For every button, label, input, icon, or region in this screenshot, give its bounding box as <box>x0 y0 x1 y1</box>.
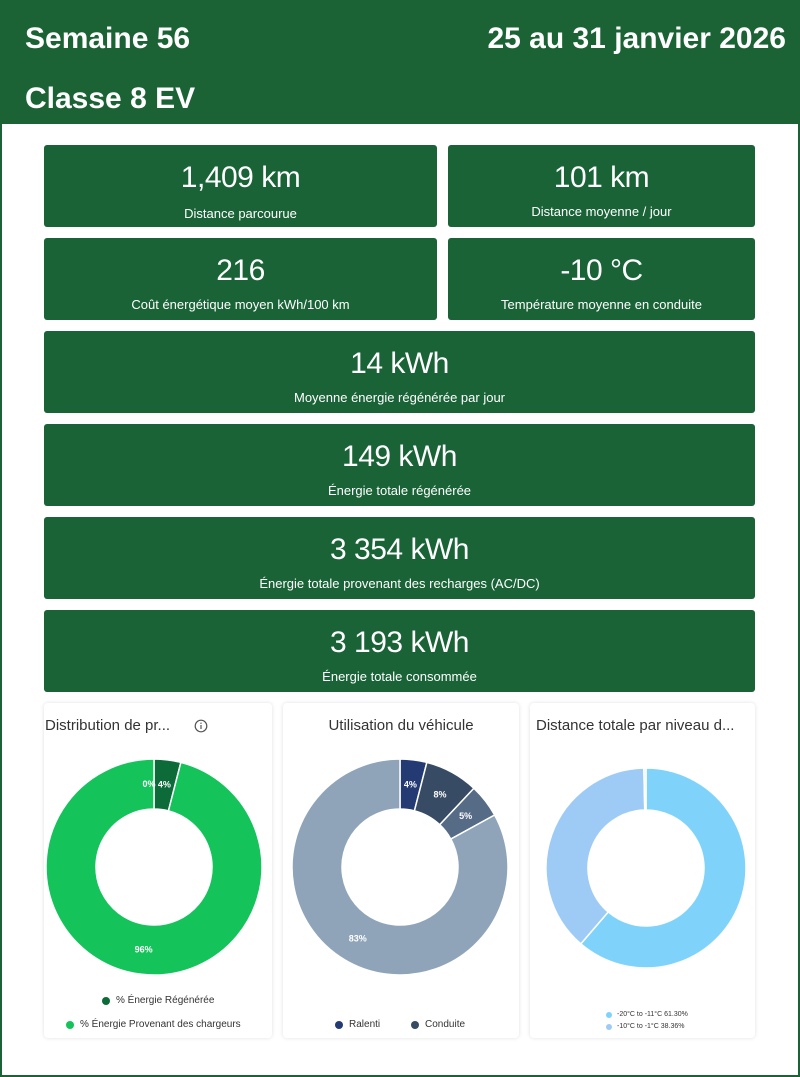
kpi-total-regen <box>44 424 755 506</box>
kpi-energy-cost <box>44 238 437 320</box>
chart-title: Distance totale par niveau d... <box>536 717 735 734</box>
kpi-total-consumed <box>44 610 755 692</box>
week-label: Semaine 56 <box>25 22 191 55</box>
kpi-value: 3 193 kWh <box>330 626 469 659</box>
legend-item <box>66 1019 241 1030</box>
slice-label: 0% <box>142 779 156 789</box>
kpi-distance <box>44 145 437 227</box>
legend-item <box>606 1011 688 1018</box>
legend-swatch <box>66 1021 74 1029</box>
kpi-value: 216 <box>216 254 265 287</box>
kpi-value: 1,409 km <box>180 161 301 194</box>
legend-item <box>606 1023 684 1030</box>
kpi-label: Température moyenne en conduite <box>501 297 702 312</box>
kpi-value: 101 km <box>553 161 650 194</box>
legend-label: Ralenti <box>349 1019 381 1030</box>
legend-label: % Énergie Régénérée <box>116 995 215 1006</box>
legend-swatch <box>606 1012 612 1018</box>
pie-slice[interactable] <box>546 768 645 944</box>
slice-label: 4% <box>403 779 417 790</box>
slice-label: 96% <box>134 944 153 955</box>
date-range: 25 au 31 janvier 2026 <box>487 22 786 55</box>
slice-label: 83% <box>348 933 367 944</box>
slice-label: 4% <box>157 779 171 790</box>
kpi-label: Énergie totale consommée <box>322 669 477 684</box>
chart-card-energy-distribution <box>44 703 272 1038</box>
kpi-label: Coût énergétique moyen kWh/100 km <box>131 297 350 312</box>
kpi-avg-regen <box>44 331 755 413</box>
legend-label: -20°C to -11°C 61.30% <box>617 1011 688 1018</box>
info-icon[interactable] <box>194 719 208 733</box>
legend-swatch <box>335 1021 343 1029</box>
legend-swatch <box>102 997 110 1005</box>
header <box>0 0 800 124</box>
donut-chart-vehicle-usage <box>283 743 519 993</box>
kpi-value: 3 354 kWh <box>330 533 469 566</box>
kpi-total-charge <box>44 517 755 599</box>
legend-item <box>335 1019 380 1030</box>
kpi-label: Énergie totale régénérée <box>327 483 472 498</box>
legend-label: % Énergie Provenant des chargeurs <box>80 1019 241 1030</box>
legend-label: -10°C to -1°C 38.36% <box>617 1023 685 1030</box>
legend-swatch <box>411 1021 419 1029</box>
legend-label: Conduite <box>425 1019 466 1030</box>
kpi-value: 14 kWh <box>350 347 449 380</box>
slice-label: 8% <box>433 789 447 800</box>
vehicle-class: Classe 8 EV <box>25 82 196 115</box>
chart-card-vehicle-usage <box>283 703 519 1038</box>
chart-title: Utilisation du véhicule <box>328 717 474 734</box>
donut-chart-distance-by-temperature <box>530 743 755 993</box>
pie-slice[interactable] <box>46 759 262 975</box>
pie-slice[interactable] <box>644 768 646 810</box>
slice-label: 5% <box>459 811 473 822</box>
kpi-label: Distance parcourue <box>184 206 297 221</box>
kpi-label: Énergie totale provenant des recharges (AC/DC) <box>259 576 540 591</box>
kpi-label: Distance moyenne / jour <box>531 204 672 219</box>
legend-item <box>411 1019 465 1030</box>
kpi-avg-distance <box>448 145 755 227</box>
chart-card-distance-by-temperature <box>530 703 755 1038</box>
legend-swatch <box>606 1024 612 1030</box>
legend-item <box>102 995 214 1006</box>
kpi-temperature <box>448 238 755 320</box>
kpi-value: -10 °C <box>560 254 643 287</box>
kpi-label: Moyenne énergie régénérée par jour <box>293 390 506 405</box>
donut-chart-energy-distribution <box>44 743 272 983</box>
kpi-value: 149 kWh <box>342 440 457 473</box>
chart-title: Distribution de pr... <box>45 717 171 734</box>
